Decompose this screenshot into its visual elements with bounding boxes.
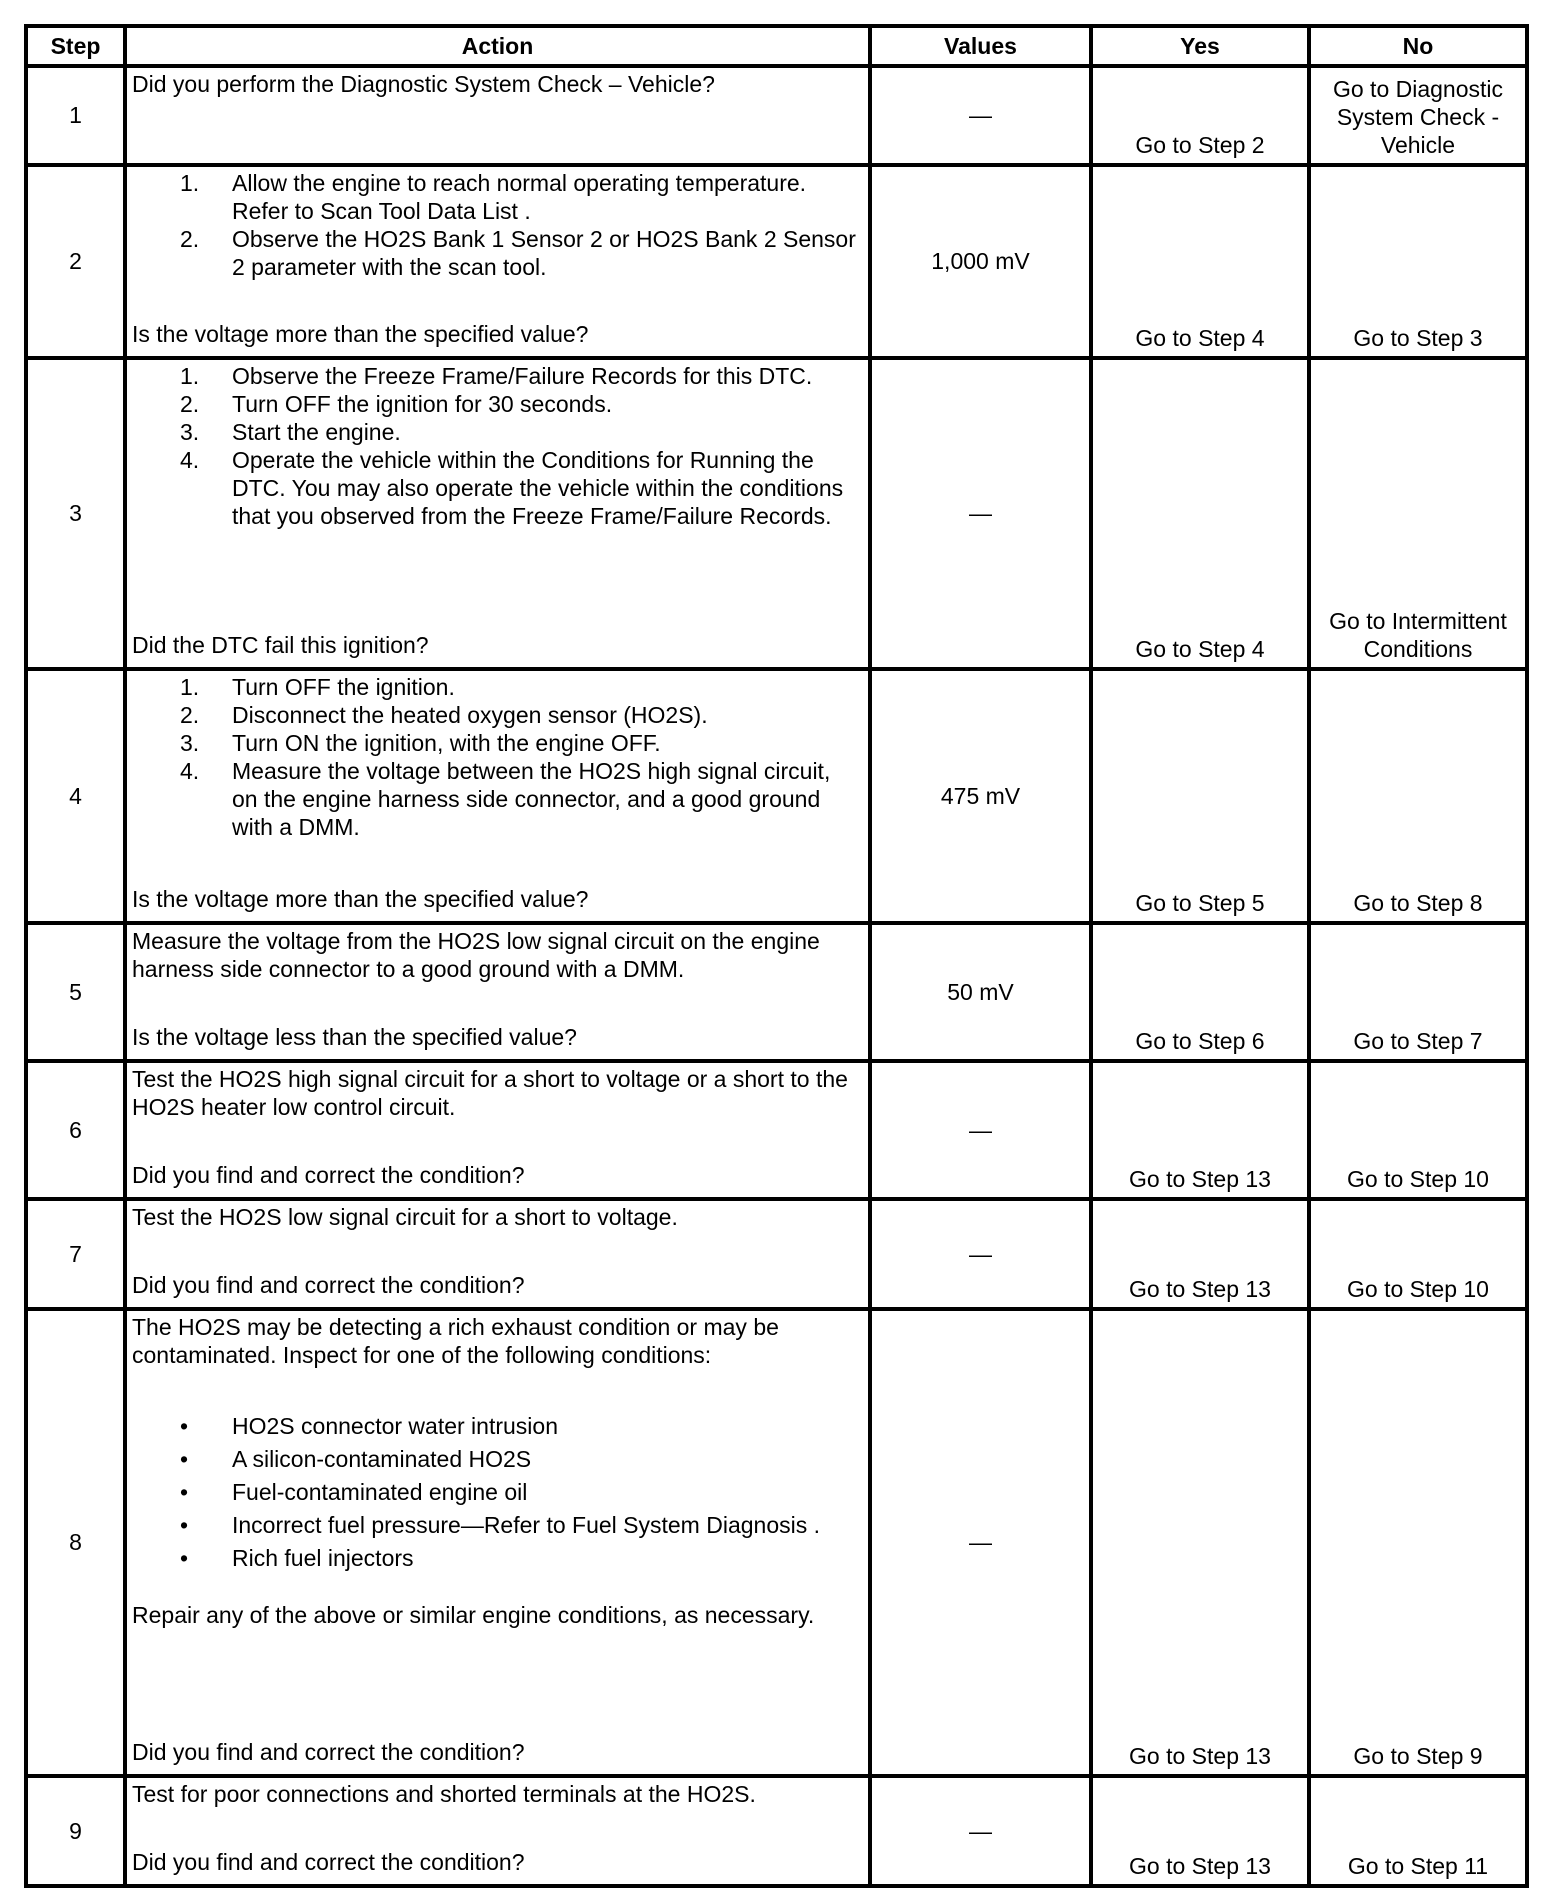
- step-item-number: 2.: [180, 226, 200, 252]
- step-item-number: 1.: [180, 170, 200, 196]
- header-action: Action: [125, 26, 870, 66]
- table-row: [26, 1061, 1527, 1199]
- action-text: Test the HO2S high signal circuit for a short to voltage or a short to the HO2S heater low control circuit.: [132, 1066, 848, 1120]
- action-steps: [132, 362, 862, 530]
- step-item-text: Turn OFF the ignition.: [232, 674, 455, 700]
- action-question: Did you find and correct the condition?: [132, 1739, 525, 1765]
- step-item-text: Disconnect the heated oxygen sensor (HO2S).: [232, 702, 708, 728]
- action-question: Is the voltage more than the specified value?: [132, 321, 589, 347]
- yes-cell: Go to Step 13: [1091, 1776, 1309, 1886]
- action-question: Is the voltage more than the specified value?: [132, 886, 589, 912]
- yes-cell: Go to Step 6: [1091, 923, 1309, 1061]
- yes-cell: Go to Step 4: [1091, 358, 1309, 669]
- action-step: [132, 701, 862, 729]
- step-number: 8: [26, 1309, 125, 1776]
- action-question: Did you find and correct the condition?: [132, 1272, 525, 1298]
- table-row: [26, 669, 1527, 923]
- action-question: Did you find and correct the condition?: [132, 1162, 525, 1188]
- list-item: • HO2S connector water intrusion: [180, 1413, 558, 1439]
- step-number: 9: [26, 1776, 125, 1886]
- diagnostic-table: [24, 24, 1529, 1888]
- list-item-text: HO2S connector water intrusion: [232, 1413, 558, 1439]
- action-step: [132, 446, 862, 530]
- step-item-text: Start the engine.: [232, 419, 401, 445]
- action-step: [132, 673, 862, 701]
- list-item: • Fuel-contaminated engine oil: [180, 1479, 528, 1505]
- action-cell: [125, 1061, 870, 1199]
- action-cell: [125, 1309, 870, 1776]
- action-cell: [125, 66, 870, 165]
- step-item-text: Operate the vehicle within the Conditions for Running the DTC. You may also operate the vehicle within the conditions that you observed from the Freeze Frame/Failure Records.: [232, 447, 844, 529]
- action-text: Did you perform the Diagnostic System Check – Vehicle?: [132, 71, 715, 97]
- action-cell: [125, 1199, 870, 1309]
- step-item-number: 2.: [180, 702, 200, 728]
- action-step: [132, 729, 862, 757]
- header-row: [26, 26, 1527, 66]
- value-cell: —: [870, 358, 1091, 669]
- action-cell: [125, 165, 870, 358]
- action-text: The HO2S may be detecting a rich exhaust condition or may be contaminated. Inspect for one of the following conditions:: [132, 1314, 779, 1368]
- yes-cell: Go to Step 5: [1091, 669, 1309, 923]
- value-cell: —: [870, 1776, 1091, 1886]
- action-step: [132, 757, 862, 841]
- value-cell: —: [870, 66, 1091, 165]
- table-row: [26, 165, 1527, 358]
- value-cell: —: [870, 1309, 1091, 1776]
- value-cell: —: [870, 1199, 1091, 1309]
- action-step: [132, 225, 862, 281]
- step-item-text: Turn OFF the ignition for 30 seconds.: [232, 391, 613, 417]
- no-cell: Go to Diagnostic System Check - Vehicle: [1309, 66, 1527, 165]
- step-item-text: Turn ON the ignition, with the engine OFF.: [232, 730, 661, 756]
- table-row: [26, 1199, 1527, 1309]
- action-cell: [125, 923, 870, 1061]
- step-number: 2: [26, 165, 125, 358]
- list-item: • A silicon-contaminated HO2S: [180, 1446, 532, 1472]
- step-item-number: 3.: [180, 730, 200, 756]
- yes-cell: Go to Step 13: [1091, 1199, 1309, 1309]
- no-cell: Go to Intermittent Conditions: [1309, 358, 1527, 669]
- step-item-text: Measure the voltage between the HO2S high signal circuit, on the engine harness side connector, and a good ground with a DMM.: [232, 758, 831, 840]
- step-number: 1: [26, 66, 125, 165]
- action-cell: [125, 1776, 870, 1886]
- list-item-text: Incorrect fuel pressure—Refer to Fuel System Diagnosis .: [232, 1512, 821, 1538]
- step-number: 7: [26, 1199, 125, 1309]
- value-cell: 475 mV: [870, 669, 1091, 923]
- action-question: Did you find and correct the condition?: [132, 1849, 525, 1875]
- action-step: [132, 390, 862, 418]
- step-item-number: 1.: [180, 363, 200, 389]
- value-cell: 1,000 mV: [870, 165, 1091, 358]
- yes-cell: Go to Step 13: [1091, 1309, 1309, 1776]
- list-item: • Incorrect fuel pressure—Refer to Fuel System Diagnosis .: [180, 1512, 821, 1538]
- condition-list: [132, 1412, 862, 1572]
- step-item-text: Observe the HO2S Bank 1 Sensor 2 or HO2S Bank 2 Sensor 2 parameter with the scan tool.: [232, 226, 856, 280]
- action-steps: [132, 169, 862, 281]
- header-no: No: [1309, 26, 1527, 66]
- step-number: 3: [26, 358, 125, 669]
- no-cell: Go to Step 8: [1309, 669, 1527, 923]
- list-item-text: Rich fuel injectors: [232, 1545, 414, 1571]
- action-step: [132, 169, 862, 225]
- table-row: [26, 1776, 1527, 1886]
- no-cell: Go to Step 3: [1309, 165, 1527, 358]
- no-cell: Go to Step 10: [1309, 1061, 1527, 1199]
- table-row: [26, 1309, 1527, 1776]
- header-step: Step: [26, 26, 125, 66]
- step-number: 4: [26, 669, 125, 923]
- list-item: • Rich fuel injectors: [180, 1545, 414, 1571]
- step-number: 5: [26, 923, 125, 1061]
- step-item-number: 1.: [180, 674, 200, 700]
- step-item-text: Observe the Freeze Frame/Failure Records for this DTC.: [232, 363, 813, 389]
- action-text: Measure the voltage from the HO2S low signal circuit on the engine harness side connector to a good ground with a DMM.: [132, 928, 820, 982]
- action-question: Did the DTC fail this ignition?: [132, 632, 429, 658]
- action-text: Test for poor connections and shorted terminals at the HO2S.: [132, 1781, 756, 1807]
- step-item-number: 2.: [180, 391, 200, 417]
- step-item-number: 4.: [180, 758, 200, 784]
- step-item-text: Allow the engine to reach normal operating temperature. Refer to Scan Tool Data List .: [232, 170, 807, 224]
- value-cell: 50 mV: [870, 923, 1091, 1061]
- header-yes: Yes: [1091, 26, 1309, 66]
- yes-cell: Go to Step 13: [1091, 1061, 1309, 1199]
- list-item-text: Fuel-contaminated engine oil: [232, 1479, 528, 1505]
- action-cell: [125, 669, 870, 923]
- no-cell: Go to Step 7: [1309, 923, 1527, 1061]
- value-cell: —: [870, 1061, 1091, 1199]
- table-row: [26, 358, 1527, 669]
- no-cell: Go to Step 10: [1309, 1199, 1527, 1309]
- step-item-number: 4.: [180, 447, 200, 473]
- action-steps: [132, 673, 862, 841]
- step-item-number: 3.: [180, 419, 200, 445]
- action-cell: [125, 358, 870, 669]
- action-step: [132, 362, 862, 390]
- list-item-text: A silicon-contaminated HO2S: [232, 1446, 532, 1472]
- no-cell: Go to Step 11: [1309, 1776, 1527, 1886]
- no-cell: Go to Step 9: [1309, 1309, 1527, 1776]
- table-row: [26, 66, 1527, 165]
- repair-text: Repair any of the above or similar engine conditions, as necessary.: [132, 1602, 815, 1628]
- action-question: Is the voltage less than the specified value?: [132, 1024, 577, 1050]
- table-row: [26, 923, 1527, 1061]
- yes-cell: Go to Step 4: [1091, 165, 1309, 358]
- step-number: 6: [26, 1061, 125, 1199]
- header-values: Values: [870, 26, 1091, 66]
- action-text: Test the HO2S low signal circuit for a short to voltage.: [132, 1204, 678, 1230]
- action-step: [132, 418, 862, 446]
- yes-cell: Go to Step 2: [1091, 66, 1309, 165]
